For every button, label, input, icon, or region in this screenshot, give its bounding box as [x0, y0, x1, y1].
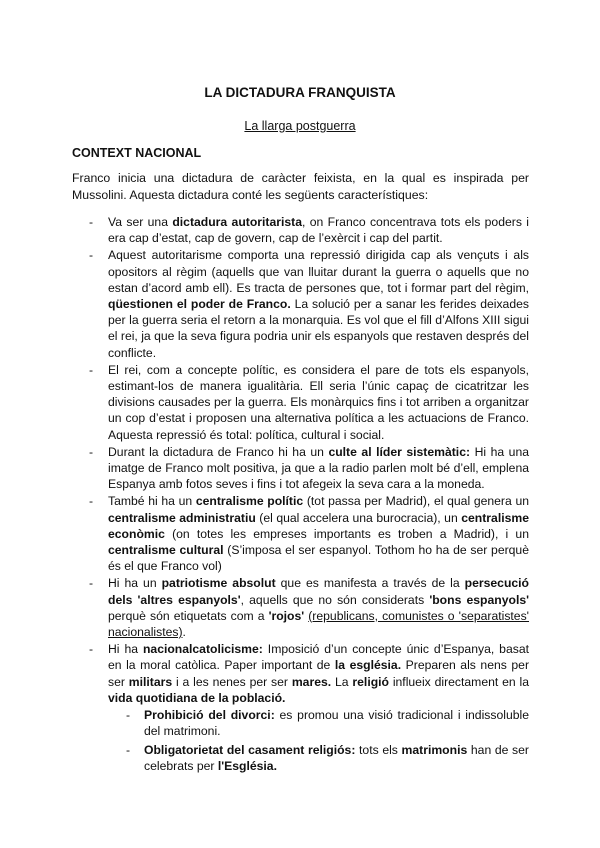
sub-list-item: - Prohibició del divorci: es promou una visió tradicional i indissoluble del matrimoni. — [108, 707, 529, 739]
page-subtitle: La llarga postguerra — [244, 119, 356, 133]
list-item: - Aquest autoritarisme comporta una repressió dirigida cap als vençuts i als opositors al règim (aquells que van lluitar durant la guerra o aquells que no estan d’acord amb ell). Es tracta de persones que, tot i formar part del règim, qüestionen el poder de Franco. La solució per a sanar les ferides deixades per la guerra seria el retorn a la monarquia. Es vol que el fill d’Alfons XIII sigui el rei, ja que la seva figura podria unir els espanyols que restaven després del conflicte. — [72, 247, 529, 360]
list-item: - Hi ha nacionalcatolicisme: Imposició d’un concepte únic d’Espanya, basat en la moral catòlica. Paper important de la església. Preparen als nens per ser militars i a les nenes per ser mares. La religió influeix directament en la vida quotidiana de la població. - Prohibició del divorci: es promou una visió tradicional i indissoluble del matrimoni. - Obligatorietat del casament religiós: tots els matrimonis han de ser celebrats per l'Església. — [72, 641, 529, 774]
section-heading: CONTEXT NACIONAL — [72, 146, 202, 160]
list-item: - Durant la dictadura de Franco hi ha un culte al líder sistemàtic: Hi ha una imatge de Franco molt positiva, ja que a la radio parlen molt bé d’ell, emplena Espanya amb fotos seves i fins i tot afegeix la seva cara a la moneda. — [72, 444, 529, 493]
sub-list-item: - Obligatorietat del casament religiós: tots els matrimonis han de ser celebrats per l'Església. — [108, 742, 529, 774]
list-item: - També hi ha un centralisme polític (tot passa per Madrid), el qual genera un centralisme administratiu (el qual accelera una burocracia), un centralisme econòmic (on totes les empreses importants es troben a Madrid), i un centralisme cultural (S’imposa el ser espanyol. Tothom ho ha de ser perquè és el que Franco vol) — [72, 493, 529, 574]
characteristics-list — [72, 214, 529, 776]
sub-list — [108, 707, 529, 774]
list-item: - El rei, com a concepte polític, es considera el pare de tots els espanyols, estimant-los de manera igualitària. Ell seria l’únic capaç de cicatritzar les divisions causades per la guerra. Els monàrquics fins i tot arriben a organitzar un cop d’estat i proposen una alternativa política a les actuacions de Franco. Aquesta repressió és total: política, cultural i social. — [72, 362, 529, 443]
page-title: LA DICTADURA FRANQUISTA — [204, 85, 396, 100]
list-item: - Va ser una dictadura autoritarista, on Franco concentrava tots els poders i era cap d’estat, cap de govern, cap de l’exèrcit i cap del partit. — [72, 214, 529, 246]
intro-paragraph: Franco inicia una dictadura de caràcter feixista, en la qual es inspirada per Mussolini. Aquesta dictadura conté les següents característiques: — [72, 171, 529, 202]
list-item: - Hi ha un patriotisme absolut que es manifesta a través de la persecució dels 'altres espanyols', aquells que no són considerats 'bons espanyols' perquè són etiquetats com a 'rojos' (republicans, comunistes o 'separatistes' nacionalistes). — [72, 575, 529, 640]
